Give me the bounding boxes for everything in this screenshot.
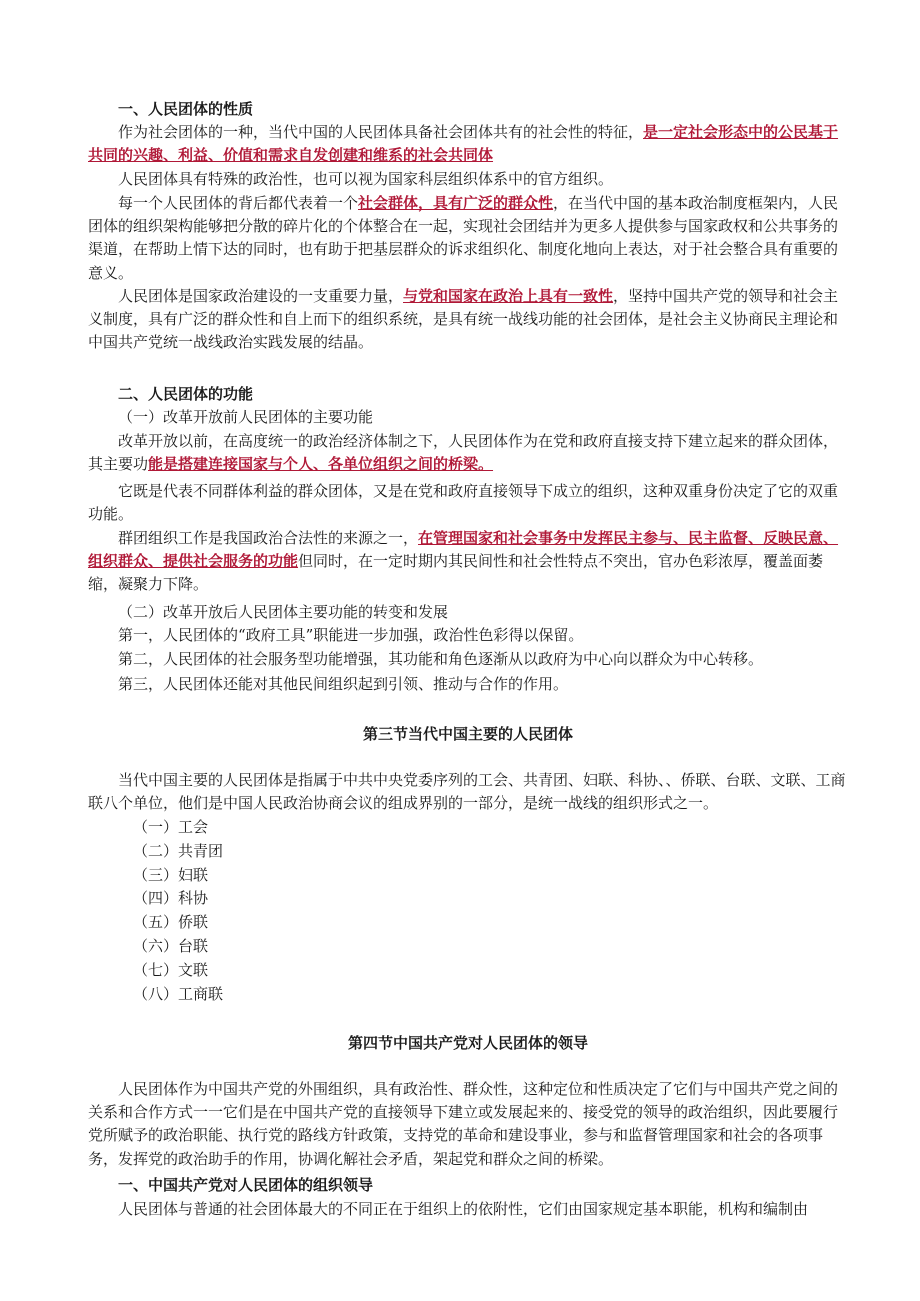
list-item: （七）文联 xyxy=(133,961,209,979)
text-run: ，坚持中国共产党的领导和社会主义制度，具有广泛的群众性和自上而下的组织系统，是具有统一战线功能的社会团体，是社会主义协商民主理论和中国共产党统一战线政治实践发展的结晶。 xyxy=(88,287,839,352)
paragraph xyxy=(88,192,848,285)
paragraph xyxy=(88,430,848,476)
section-title: 第四节中国共产党对人民团体的领导 xyxy=(347,1034,588,1052)
subheading: （一）改革开放前人民团体的主要功能 xyxy=(118,408,374,426)
section-heading-functions: 二、人民团体的功能 xyxy=(118,385,254,403)
highlight-run: 能是搭建连接国家与个人、各单位组织之间的桥梁。 xyxy=(148,455,494,474)
text-run: 群团组织工作是我国政治合法性的来源之一， xyxy=(118,529,419,547)
paragraph: 它既是代表不同群体利益的群众团体，又是在党和政府直接领导下成立的组织，这种双重身份决定了它的双重功能。 xyxy=(88,482,839,524)
paragraph: 人民团体具有特殊的政治性，也可以视为国家科层组织体系中的官方组织。 xyxy=(118,170,614,188)
text-run: ，在当代中国的基本政治制度框架内，人民团体的组织架构能够把分散的碎片化的个体整合在一起，实现社会团结并为更多人提供参与国家政权和公共事务的渠道，在帮助上情下达的同时，也有助于把基层群众的诉求组织化、制度化地向上表达，对于社会整合具有重要的意义。 xyxy=(88,194,839,282)
list-item: （三）妇联 xyxy=(133,866,209,884)
list-item: （一）工会 xyxy=(133,818,209,836)
highlight-run: 社会群体，具有广泛的群众性 xyxy=(358,194,554,212)
list-item: （五）侨联 xyxy=(133,913,209,931)
paragraph: 人民团体与普通的社会团体最大的不同正在于组织上的依附性，它们由国家规定基本职能，机构和编制由 xyxy=(118,1200,809,1218)
highlight-run: 在管理国家和社会事务中发挥民主参与、民主监督、反映民意、组织群众、提供社会服务的功能 xyxy=(88,529,839,571)
paragraph xyxy=(88,527,848,597)
list-item: （八）工商联 xyxy=(133,985,224,1003)
section-heading-nature: 一、人民团体的性质 xyxy=(118,100,254,118)
text-run: 改革开放以前，在高度统一的政治经济体制之下，人民团体作为在党和政府直接支持下建立起来的群众团体，其主要功 xyxy=(88,432,839,474)
section-title: 第三节当代中国主要的人民团体 xyxy=(362,725,573,743)
section-heading-leadership: 一、中国共产党对人民团体的组织领导 xyxy=(118,1176,374,1194)
text-run: 作为社会团体的一种，当代中国的人民团体具备社会团体共有的社会性的特征， xyxy=(118,123,644,141)
paragraph: 第三，人民团体还能对其他民间组织起到引领、推动与合作的作用。 xyxy=(118,675,569,693)
list-item: （二）共青团 xyxy=(133,842,224,860)
text-run: 人民团体是国家政治建设的一支重要力量， xyxy=(118,287,404,305)
paragraph: 第二，人民团体的社会服务型功能增强，其功能和角色逐渐从以政府为中心向以群众为中心转移。 xyxy=(118,650,764,668)
list-item: （四）科协 xyxy=(133,889,209,907)
paragraph: 第一，人民团体的“政府工具”职能进一步加强，政治性色彩得以保留。 xyxy=(118,626,584,644)
paragraph: 人民团体作为中国共产党的外围组织，具有政治性、群众性，这种定位和性质决定了它们与中国共产党之间的关系和合作方式一一它们是在中国共产党的直接领导下建立或发展起来的、接受党的领导的政治组织，因此要履行党所赋予的政治职能、执行党的路线方针政策，支持党的革命和建设事业，参与和监督管理国家和社会的各项事务，发挥党的政治助手的作用，协调化解社会矛盾，架起党和群众之间的桥梁。 xyxy=(88,1080,839,1168)
highlight-run: 是一定社会形态中的公民基于共同的兴趣、利益、价值和需求自发创建和维系的社会共同体 xyxy=(88,123,839,165)
paragraph xyxy=(88,285,848,355)
highlight-run: 与党和国家在政治上具有一致性 xyxy=(403,287,614,305)
list-item: （六）台联 xyxy=(133,937,209,955)
text-run: 每一个人民团体的背后都代表着一个 xyxy=(118,194,359,212)
text-run: 但同时，在一定时期内其民间性和社会性特点不突出，官办色彩浓厚，覆盖面萎缩，凝聚力下降。 xyxy=(88,552,824,594)
subheading: （二）改革开放后人民团体主要功能的转变和发展 xyxy=(118,603,449,621)
paragraph xyxy=(88,121,848,167)
paragraph: 当代中国主要的人民团体是指属于中共中央党委序列的工会、共青团、妇联、科协、、侨联、台联、文联、工商联八个单位，他们是中国人民政治协商会议的组成界别的一部分，是统一战线的组织形式之一。 xyxy=(88,771,846,813)
